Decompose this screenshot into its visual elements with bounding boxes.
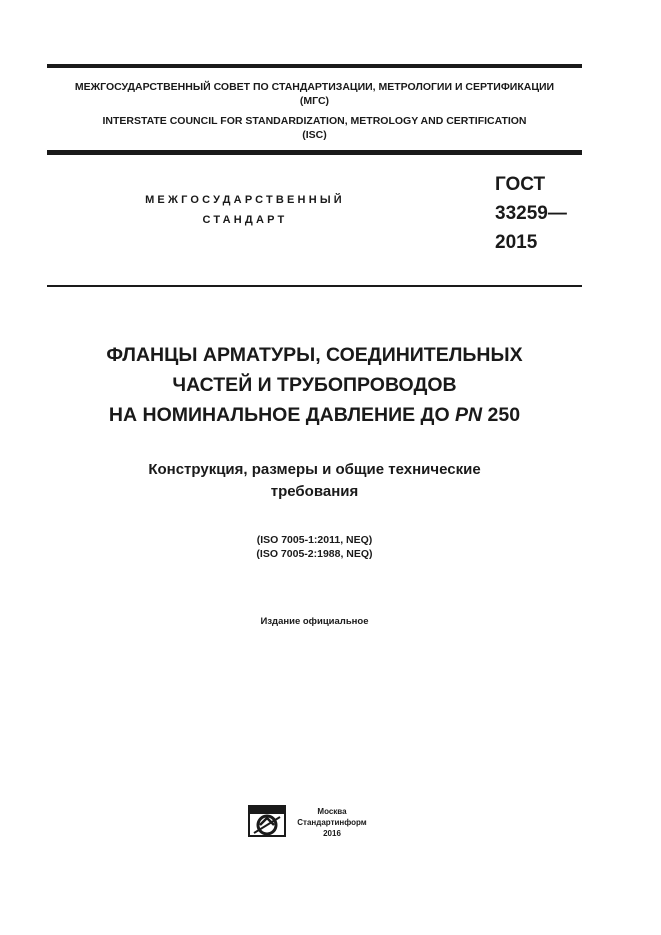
standard-label-line2: СТАНДАРТ <box>202 214 288 226</box>
subtitle-line2: требования <box>270 483 359 500</box>
standartinform-logo-icon <box>248 805 286 837</box>
council-name-en: INTERSTATE COUNCIL FOR STANDARDIZATION, METROLOGY AND CERTIFICATION <box>102 115 527 127</box>
title-line3 <box>47 400 582 430</box>
gost-year: 2015 <box>495 232 538 253</box>
iso-references <box>47 533 582 561</box>
iso-ref-1: (ISO 7005-1:2011, NEQ) <box>256 534 373 546</box>
document-title <box>47 340 582 430</box>
council-abbr-en: (ISC) <box>302 129 327 141</box>
title-pn-italic: PN <box>455 404 483 426</box>
standard-label <box>100 190 390 230</box>
title-line3-prefix: НА НОМИНАЛЬНОЕ ДАВЛЕНИЕ ДО <box>108 404 456 426</box>
publisher-imprint <box>292 806 372 839</box>
iso-ref-2: (ISO 7005-2:1988, NEQ) <box>256 548 373 560</box>
gost-code: 33259— <box>495 203 567 224</box>
top-rule <box>47 64 582 68</box>
title-line3-suffix: 250 <box>482 404 521 426</box>
publisher-city: Москва <box>317 807 347 816</box>
subtitle-line1: Конструкция, размеры и общие технические <box>148 461 481 478</box>
publisher-name: Стандартинформ <box>297 818 367 827</box>
title-line1: ФЛАНЦЫ АРМАТУРЫ, СОЕДИНИТЕЛЬНЫХ <box>106 344 523 366</box>
middle-rule <box>47 285 582 287</box>
council-header <box>47 80 582 142</box>
council-name-ru: МЕЖГОСУДАРСТВЕННЫЙ СОВЕТ ПО СТАНДАРТИЗАЦИИ, МЕТРОЛОГИИ И СЕРТИФИКАЦИИ <box>74 81 555 93</box>
gost-number <box>495 170 595 257</box>
document-subtitle <box>47 459 582 503</box>
publisher-year: 2016 <box>323 829 341 838</box>
standard-label-line1: МЕЖГОСУДАРСТВЕННЫЙ <box>145 194 345 206</box>
gost-prefix: ГОСТ <box>495 174 546 195</box>
title-line2: ЧАСТЕЙ И ТРУБОПРОВОДОВ <box>172 374 457 396</box>
edition-note: Издание официальное <box>260 616 369 627</box>
council-abbr-ru: (МГС) <box>299 95 330 107</box>
header-rule <box>47 150 582 155</box>
